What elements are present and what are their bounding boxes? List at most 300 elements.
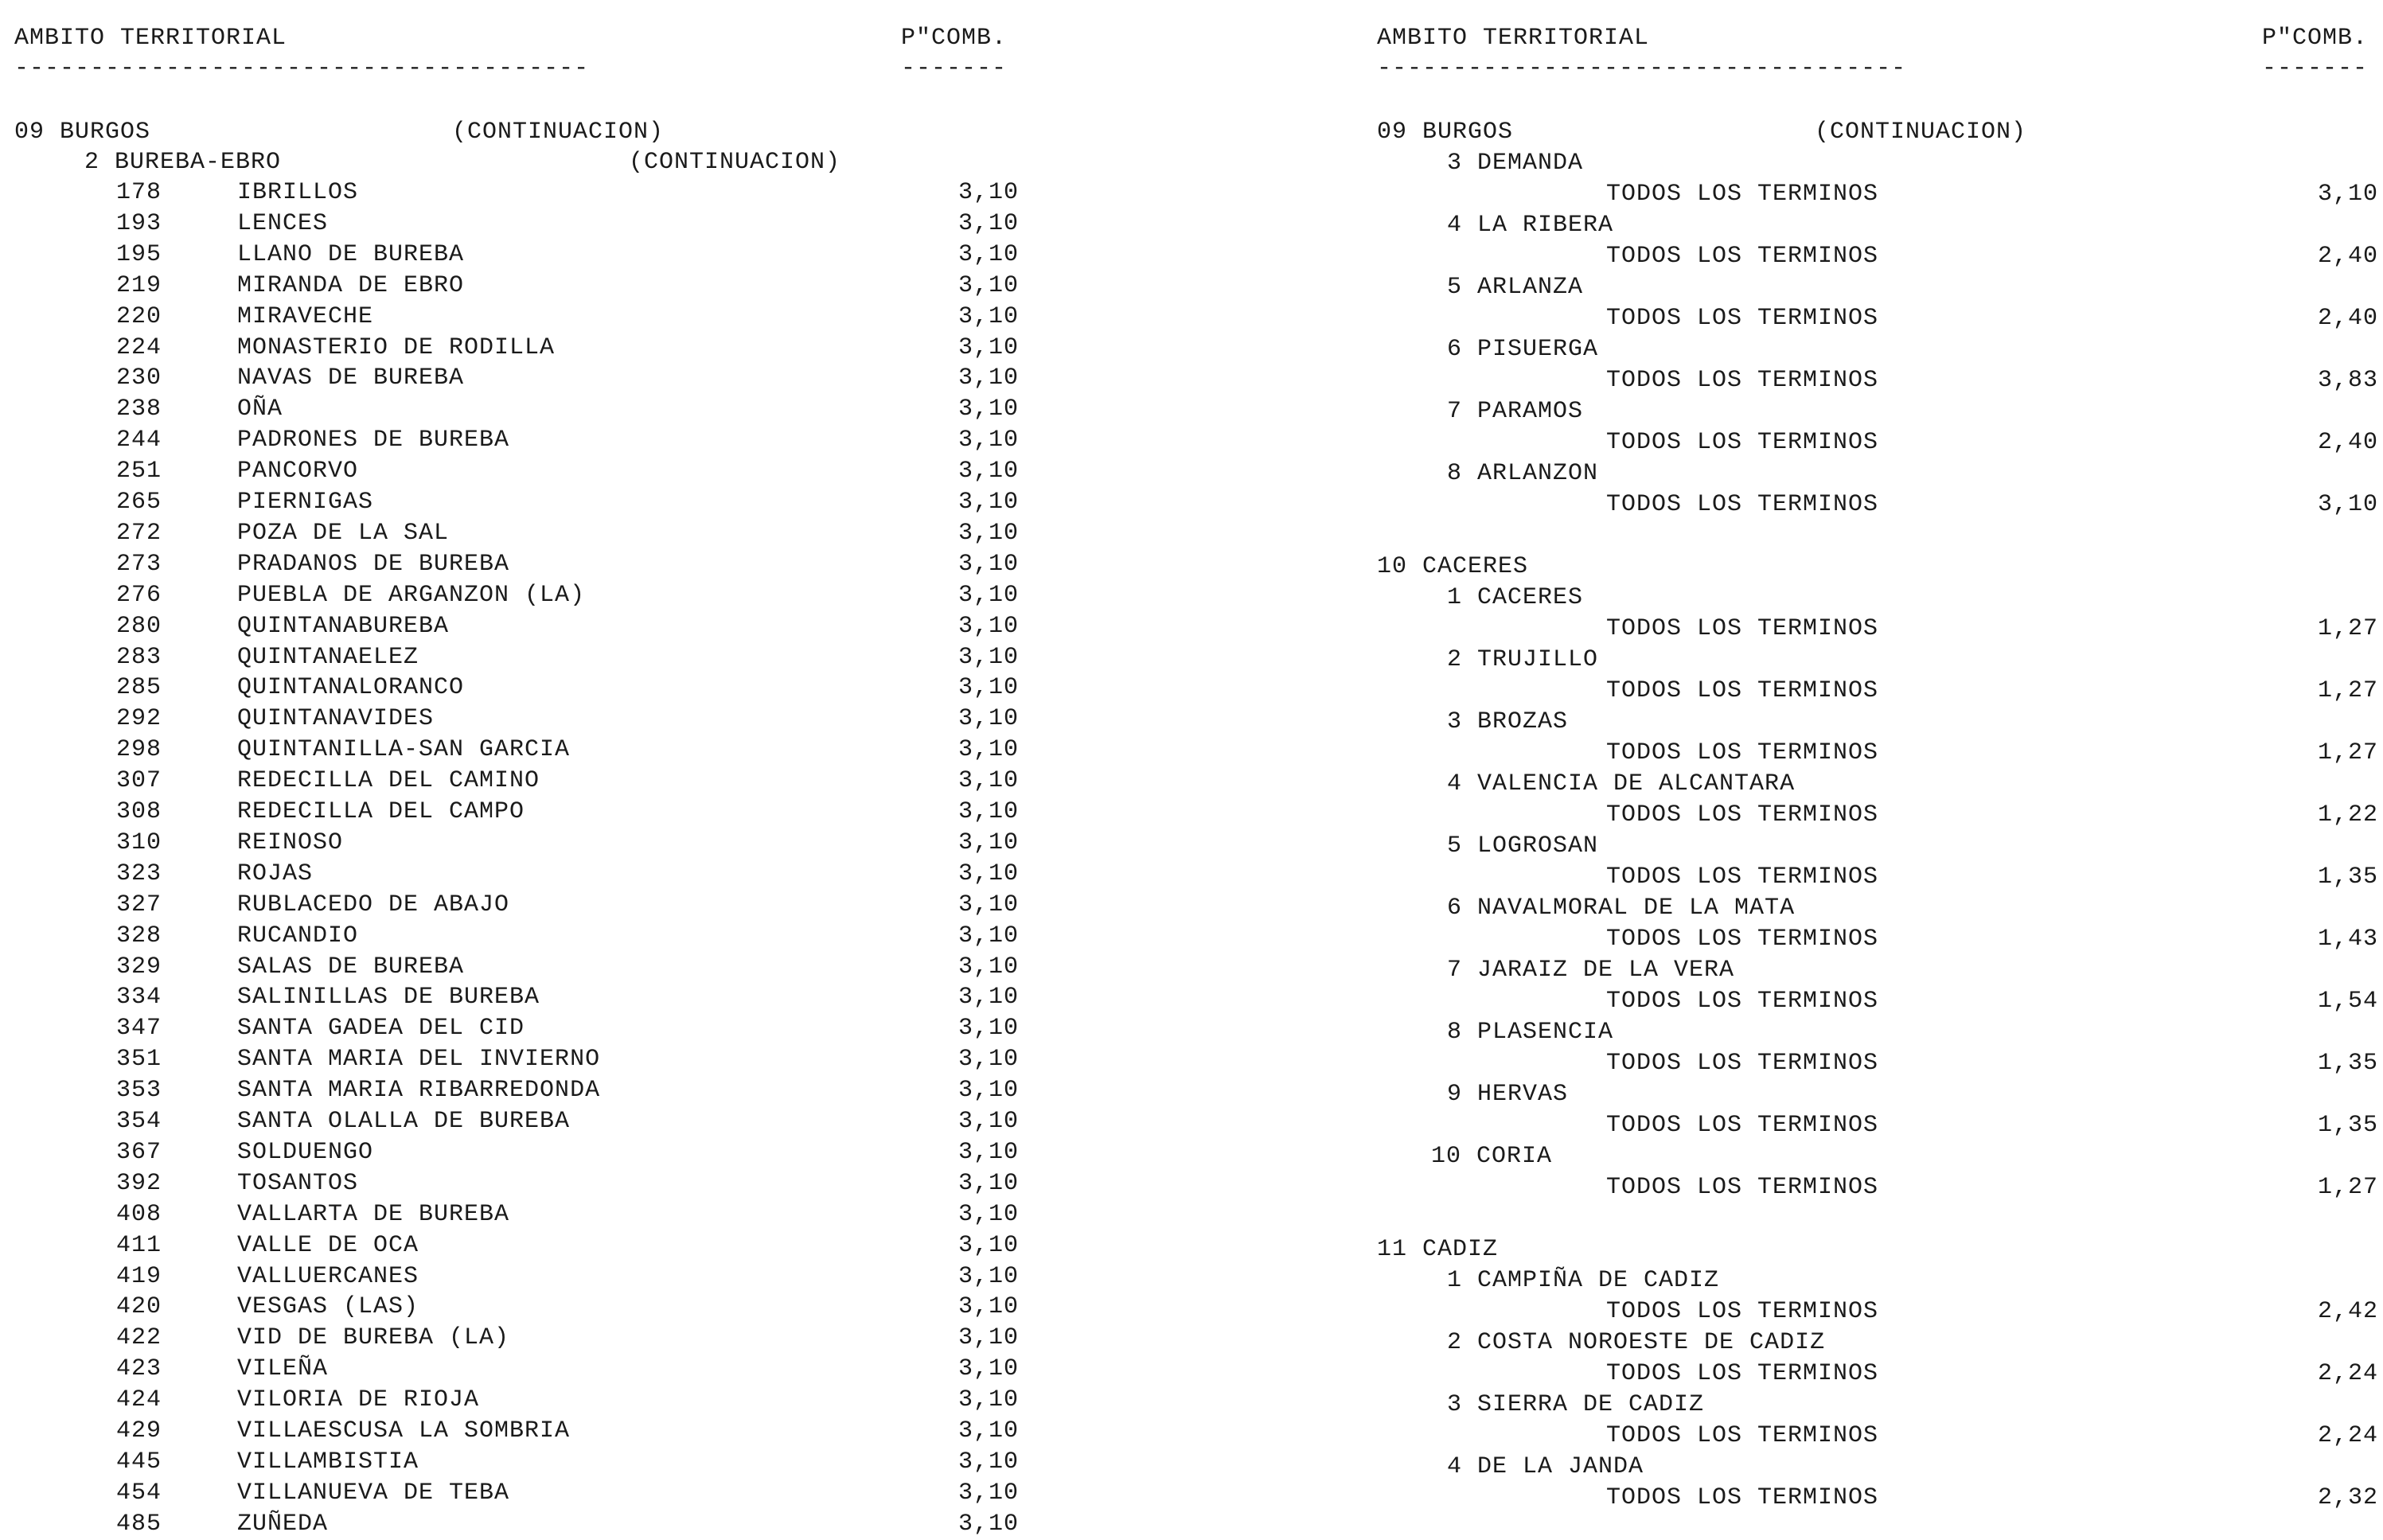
province-label: 10 CACERES <box>1377 553 1529 580</box>
municipality-row <box>0 1353 1027 1385</box>
district-heading <box>1363 1389 2383 1421</box>
all-terms-label: TODOS LOS TERMINOS <box>1606 1112 1879 1139</box>
municipality-code: 224 <box>116 334 162 361</box>
municipality-code: 283 <box>116 644 162 671</box>
district-value: 2,32 <box>2317 1484 2378 1511</box>
district-heading <box>1363 892 2383 924</box>
district-label: 5 LOGROSAN <box>1447 832 1599 860</box>
municipality-row <box>0 177 1027 209</box>
municipality-name: VESGAS (LAS) <box>237 1293 419 1320</box>
left-province-heading <box>0 116 1027 148</box>
municipality-row <box>0 424 1027 456</box>
all-terms-row <box>1363 1047 2383 1079</box>
district-heading <box>1363 644 2383 676</box>
municipality-value: 3,10 <box>957 922 1019 949</box>
municipality-code: 265 <box>116 489 162 516</box>
municipality-value: 3,10 <box>957 1263 1019 1290</box>
district-label: 5 ARLANZA <box>1447 274 1584 301</box>
municipality-name: POZA DE LA SAL <box>237 520 450 547</box>
municipality-row <box>0 858 1027 890</box>
municipality-value: 3,10 <box>957 1232 1019 1259</box>
municipality-row <box>0 889 1027 921</box>
municipality-row <box>0 301 1027 333</box>
municipality-value: 3,10 <box>957 427 1019 454</box>
municipality-code: 323 <box>116 860 162 887</box>
municipality-name: VILLAESCUSA LA SOMBRIA <box>237 1417 571 1444</box>
municipality-name: QUINTANABUREBA <box>237 613 450 640</box>
municipality-row <box>0 1291 1027 1323</box>
district-heading <box>1363 458 2383 489</box>
district-value: 1,27 <box>2317 615 2378 642</box>
municipality-code: 230 <box>116 365 162 392</box>
municipality-name: LENCES <box>237 210 329 237</box>
municipality-code: 411 <box>116 1232 162 1259</box>
right-header-dashes-short: ------- <box>2262 55 2369 82</box>
municipality-row <box>0 1322 1027 1354</box>
district-heading <box>1363 1016 2383 1048</box>
municipality-code: 292 <box>116 705 162 732</box>
municipality-code: 298 <box>116 736 162 763</box>
municipality-row <box>0 486 1027 518</box>
municipality-code: 193 <box>116 210 162 237</box>
municipality-row <box>0 1199 1027 1230</box>
all-terms-row <box>1363 1358 2383 1390</box>
municipality-code: 219 <box>116 272 162 299</box>
municipality-value: 3,10 <box>957 179 1019 206</box>
municipality-name: OÑA <box>237 396 283 423</box>
district-heading <box>1363 333 2383 365</box>
district-heading <box>1363 1327 2383 1359</box>
left-district-note: (CONTINUACION) <box>629 149 841 176</box>
all-terms-label: TODOS LOS TERMINOS <box>1606 367 1879 394</box>
district-label: 8 ARLANZON <box>1447 460 1599 487</box>
municipality-name: PANCORVO <box>237 458 359 485</box>
municipality-name: SOLDUENGO <box>237 1139 374 1166</box>
province-heading <box>1363 1234 2383 1265</box>
district-heading <box>1363 147 2383 179</box>
municipality-code: 307 <box>116 767 162 794</box>
all-terms-label: TODOS LOS TERMINOS <box>1606 1298 1879 1325</box>
municipality-name: NAVAS DE BUREBA <box>237 365 465 392</box>
municipality-row <box>0 703 1027 735</box>
all-terms-row <box>1363 613 2383 645</box>
district-value: 2,42 <box>2317 1298 2378 1325</box>
district-value: 1,35 <box>2317 1112 2378 1139</box>
all-terms-row <box>1363 489 2383 520</box>
district-label: 4 DE LA JANDA <box>1447 1453 1644 1480</box>
municipality-name: QUINTANALORANCO <box>237 674 465 701</box>
all-terms-row <box>1363 365 2383 396</box>
district-heading <box>1363 1265 2383 1296</box>
district-value: 2,24 <box>2317 1360 2378 1387</box>
municipality-name: TOSANTOS <box>237 1170 359 1197</box>
district-label: 7 JARAIZ DE LA VERA <box>1447 957 1735 984</box>
municipality-code: 354 <box>116 1108 162 1135</box>
municipality-row <box>0 517 1027 549</box>
municipality-value: 3,10 <box>957 1355 1019 1382</box>
municipality-row <box>0 796 1027 828</box>
municipality-name: SANTA GADEA DEL CID <box>237 1015 525 1042</box>
municipality-name: SALINILLAS DE BUREBA <box>237 984 540 1011</box>
municipality-code: 220 <box>116 303 162 330</box>
municipality-value: 3,10 <box>957 551 1019 578</box>
district-heading <box>1363 768 2383 800</box>
municipality-row <box>0 1136 1027 1168</box>
municipality-name: REDECILLA DEL CAMPO <box>237 798 525 825</box>
municipality-code: 445 <box>116 1448 162 1476</box>
all-terms-row <box>1363 427 2383 458</box>
municipality-name: PADRONES DE BUREBA <box>237 427 510 454</box>
municipality-code: 392 <box>116 1170 162 1197</box>
municipality-value: 3,10 <box>957 674 1019 701</box>
municipality-name: VALLARTA DE BUREBA <box>237 1201 510 1228</box>
all-terms-label: TODOS LOS TERMINOS <box>1606 243 1879 270</box>
all-terms-row <box>1363 799 2383 831</box>
district-label: 1 CAMPIÑA DE CADIZ <box>1447 1267 1720 1294</box>
district-label: 8 PLASENCIA <box>1447 1019 1614 1046</box>
all-terms-row <box>1363 302 2383 334</box>
all-terms-row <box>1363 1172 2383 1203</box>
all-terms-row <box>1363 1482 2383 1514</box>
district-heading <box>1363 1140 2383 1172</box>
municipality-value: 3,10 <box>957 705 1019 732</box>
municipality-value: 3,10 <box>957 1139 1019 1166</box>
district-value: 1,27 <box>2317 739 2378 766</box>
municipality-value: 3,10 <box>957 1386 1019 1413</box>
municipality-code: 347 <box>116 1015 162 1042</box>
all-terms-row <box>1363 1109 2383 1141</box>
district-heading <box>1363 1451 2383 1483</box>
all-terms-label: TODOS LOS TERMINOS <box>1606 1174 1879 1201</box>
left-header-dashes-short: ------- <box>901 55 1008 82</box>
municipality-row <box>0 1415 1027 1447</box>
province-heading <box>1363 551 2383 583</box>
municipality-code: 423 <box>116 1355 162 1382</box>
municipality-value: 3,10 <box>957 520 1019 547</box>
municipality-row <box>0 1168 1027 1199</box>
municipality-value: 3,10 <box>957 334 1019 361</box>
municipality-value: 3,10 <box>957 1511 1019 1538</box>
municipality-value: 3,10 <box>957 1046 1019 1073</box>
municipality-value: 3,10 <box>957 1417 1019 1444</box>
municipality-row <box>0 239 1027 271</box>
all-terms-row <box>1363 737 2383 769</box>
left-header-pcomb: P"COMB. <box>901 25 1008 52</box>
municipality-row <box>0 672 1027 704</box>
municipality-name: PIERNIGAS <box>237 489 374 516</box>
district-label: 7 PARAMOS <box>1447 398 1584 425</box>
municipality-row <box>0 827 1027 859</box>
district-value: 1,27 <box>2317 1174 2378 1201</box>
municipality-value: 3,10 <box>957 644 1019 671</box>
municipality-value: 3,10 <box>957 303 1019 330</box>
left-header-row <box>0 22 1027 54</box>
district-heading <box>1363 582 2383 614</box>
municipality-name: PRADANOS DE BUREBA <box>237 551 510 578</box>
municipality-value: 3,10 <box>957 241 1019 268</box>
municipality-code: 273 <box>116 551 162 578</box>
municipality-code: 367 <box>116 1139 162 1166</box>
municipality-code: 276 <box>116 582 162 609</box>
district-heading <box>1363 209 2383 241</box>
district-label: 3 DEMANDA <box>1447 150 1584 177</box>
municipality-value: 3,10 <box>957 1324 1019 1351</box>
municipality-value: 3,10 <box>957 767 1019 794</box>
district-value: 1,27 <box>2317 677 2378 704</box>
province-heading <box>1363 116 2383 148</box>
municipality-value: 3,10 <box>957 1293 1019 1320</box>
municipality-code: 310 <box>116 829 162 856</box>
municipality-code: 195 <box>116 241 162 268</box>
municipality-row <box>0 362 1027 394</box>
municipality-value: 3,10 <box>957 1448 1019 1476</box>
municipality-code: 328 <box>116 922 162 949</box>
district-value: 1,22 <box>2317 801 2378 828</box>
district-value: 2,40 <box>2317 429 2378 456</box>
municipality-value: 3,10 <box>957 829 1019 856</box>
municipality-code: 334 <box>116 984 162 1011</box>
right-header-dashes-long: ----------------------------------- <box>1377 55 1907 82</box>
right-header-row <box>1363 22 2383 54</box>
municipality-name: SANTA MARIA RIBARREDONDA <box>237 1077 601 1104</box>
municipality-name: VILEÑA <box>237 1355 329 1382</box>
municipality-name: VILORIA DE RIOJA <box>237 1386 480 1413</box>
municipality-row <box>0 981 1027 1013</box>
municipality-name: REINOSO <box>237 829 344 856</box>
district-heading <box>1363 706 2383 738</box>
left-header-ambito: AMBITO TERRITORIAL <box>14 25 287 52</box>
municipality-value: 3,10 <box>957 458 1019 485</box>
municipality-name: QUINTANILLA-SAN GARCIA <box>237 736 571 763</box>
municipality-row <box>0 208 1027 240</box>
municipality-code: 429 <box>116 1417 162 1444</box>
district-label: 2 TRUJILLO <box>1447 646 1599 673</box>
left-province-label: 09 BURGOS <box>14 119 151 146</box>
municipality-value: 3,10 <box>957 489 1019 516</box>
all-terms-label: TODOS LOS TERMINOS <box>1606 1484 1879 1511</box>
municipality-code: 424 <box>116 1386 162 1413</box>
municipality-row <box>0 1012 1027 1044</box>
municipality-name: VILLANUEVA DE TEBA <box>237 1480 510 1507</box>
municipality-name: RUCANDIO <box>237 922 359 949</box>
municipality-code: 454 <box>116 1480 162 1507</box>
municipality-code: 272 <box>116 520 162 547</box>
municipality-value: 3,10 <box>957 272 1019 299</box>
municipality-row <box>0 270 1027 302</box>
municipality-value: 3,10 <box>957 1480 1019 1507</box>
all-terms-label: TODOS LOS TERMINOS <box>1606 926 1879 953</box>
all-terms-row <box>1363 178 2383 210</box>
municipality-row <box>0 393 1027 425</box>
municipality-value: 3,10 <box>957 1201 1019 1228</box>
district-label: 4 LA RIBERA <box>1447 212 1614 239</box>
left-header-dashes-long: -------------------------------------- <box>14 55 590 82</box>
municipality-value: 3,10 <box>957 582 1019 609</box>
district-value: 3,10 <box>2317 491 2378 518</box>
municipality-value: 3,10 <box>957 798 1019 825</box>
district-label: 3 BROZAS <box>1447 708 1569 735</box>
left-header-rule <box>0 53 1027 84</box>
district-value: 1,43 <box>2317 926 2378 953</box>
municipality-code: 419 <box>116 1263 162 1290</box>
municipality-name: VALLUERCANES <box>237 1263 419 1290</box>
municipality-row <box>0 1074 1027 1106</box>
district-label: 3 SIERRA DE CADIZ <box>1447 1391 1705 1418</box>
municipality-row <box>0 1105 1027 1137</box>
municipality-name: MIRANDA DE EBRO <box>237 272 465 299</box>
right-header-pcomb: P"COMB. <box>2262 25 2369 52</box>
municipality-row <box>0 1477 1027 1509</box>
municipality-row <box>0 1261 1027 1292</box>
municipality-value: 3,10 <box>957 365 1019 392</box>
municipality-code: 244 <box>116 427 162 454</box>
municipality-code: 251 <box>116 458 162 485</box>
municipality-row <box>0 1043 1027 1075</box>
district-value: 2,40 <box>2317 243 2378 270</box>
all-terms-label: TODOS LOS TERMINOS <box>1606 677 1879 704</box>
district-label: 6 PISUERGA <box>1447 336 1599 363</box>
municipality-row <box>0 1446 1027 1478</box>
all-terms-label: TODOS LOS TERMINOS <box>1606 429 1879 456</box>
all-terms-row <box>1363 861 2383 893</box>
municipality-code: 178 <box>116 179 162 206</box>
municipality-value: 3,10 <box>957 1170 1019 1197</box>
all-terms-label: TODOS LOS TERMINOS <box>1606 615 1879 642</box>
municipality-code: 351 <box>116 1046 162 1073</box>
district-label: 9 HERVAS <box>1447 1081 1569 1108</box>
municipality-name: IBRILLOS <box>237 179 359 206</box>
all-terms-label: TODOS LOS TERMINOS <box>1606 305 1879 332</box>
municipality-name: SANTA OLALLA DE BUREBA <box>237 1108 571 1135</box>
district-label: 4 VALENCIA DE ALCANTARA <box>1447 770 1796 797</box>
municipality-row <box>0 548 1027 580</box>
municipality-code: 420 <box>116 1293 162 1320</box>
district-label: 10 CORIA <box>1431 1143 1553 1170</box>
municipality-row <box>0 579 1027 611</box>
municipality-name: PUEBLA DE ARGANZON (LA) <box>237 582 586 609</box>
all-terms-label: TODOS LOS TERMINOS <box>1606 739 1879 766</box>
municipality-value: 3,10 <box>957 1015 1019 1042</box>
all-terms-label: TODOS LOS TERMINOS <box>1606 181 1879 208</box>
municipality-name: QUINTANAELEZ <box>237 644 419 671</box>
district-value: 1,35 <box>2317 1050 2378 1077</box>
municipality-name: REDECILLA DEL CAMINO <box>237 767 540 794</box>
municipality-name: VID DE BUREBA (LA) <box>237 1324 510 1351</box>
municipality-value: 3,10 <box>957 1077 1019 1104</box>
all-terms-row <box>1363 240 2383 272</box>
municipality-row <box>0 1230 1027 1261</box>
all-terms-row <box>1363 985 2383 1017</box>
municipality-name: ROJAS <box>237 860 314 887</box>
district-heading <box>1363 954 2383 986</box>
municipality-code: 280 <box>116 613 162 640</box>
municipality-value: 3,10 <box>957 860 1019 887</box>
municipality-row <box>0 1384 1027 1416</box>
municipality-code: 408 <box>116 1201 162 1228</box>
right-header-ambito: AMBITO TERRITORIAL <box>1377 25 1650 52</box>
municipality-row <box>0 455 1027 487</box>
all-terms-label: TODOS LOS TERMINOS <box>1606 864 1879 891</box>
municipality-row <box>0 641 1027 673</box>
province-note: (CONTINUACION) <box>1815 119 2027 146</box>
all-terms-label: TODOS LOS TERMINOS <box>1606 1360 1879 1387</box>
municipality-name: SALAS DE BUREBA <box>237 953 465 981</box>
municipality-name: MIRAVECHE <box>237 303 374 330</box>
municipality-name: MONASTERIO DE RODILLA <box>237 334 556 361</box>
municipality-value: 3,10 <box>957 396 1019 423</box>
municipality-name: VILLAMBISTIA <box>237 1448 419 1476</box>
municipality-row <box>0 610 1027 642</box>
municipality-name: RUBLACEDO DE ABAJO <box>237 891 510 918</box>
left-province-note: (CONTINUACION) <box>452 119 665 146</box>
all-terms-row <box>1363 675 2383 707</box>
municipality-row <box>0 332 1027 364</box>
municipality-name: LLANO DE BUREBA <box>237 241 465 268</box>
municipality-name: SANTA MARIA DEL INVIERNO <box>237 1046 601 1073</box>
all-terms-label: TODOS LOS TERMINOS <box>1606 1050 1879 1077</box>
district-value: 2,24 <box>2317 1422 2378 1449</box>
left-district-heading <box>0 146 1027 178</box>
all-terms-label: TODOS LOS TERMINOS <box>1606 988 1879 1015</box>
district-value: 3,83 <box>2317 367 2378 394</box>
district-value: 3,10 <box>2317 181 2378 208</box>
municipality-row <box>0 920 1027 952</box>
municipality-name: VALLE DE OCA <box>237 1232 419 1259</box>
municipality-code: 422 <box>116 1324 162 1351</box>
district-label: 2 COSTA NOROESTE DE CADIZ <box>1447 1329 1826 1356</box>
municipality-value: 3,10 <box>957 736 1019 763</box>
all-terms-label: TODOS LOS TERMINOS <box>1606 801 1879 828</box>
all-terms-label: TODOS LOS TERMINOS <box>1606 491 1879 518</box>
district-label: 6 NAVALMORAL DE LA MATA <box>1447 895 1796 922</box>
district-heading <box>1363 830 2383 862</box>
municipality-value: 3,10 <box>957 891 1019 918</box>
all-terms-row <box>1363 1296 2383 1328</box>
municipality-code: 285 <box>116 674 162 701</box>
municipality-row <box>0 1508 1027 1540</box>
municipality-row <box>0 951 1027 983</box>
municipality-name: ZUÑEDA <box>237 1511 329 1538</box>
right-header-rule <box>1363 53 2383 84</box>
municipality-value: 3,10 <box>957 1108 1019 1135</box>
all-terms-row <box>1363 1420 2383 1452</box>
district-value: 1,54 <box>2317 988 2378 1015</box>
left-district-label: 2 BUREBA-EBRO <box>84 149 282 176</box>
municipality-value: 3,10 <box>957 953 1019 981</box>
municipality-code: 485 <box>116 1511 162 1538</box>
municipality-code: 238 <box>116 396 162 423</box>
district-value: 1,35 <box>2317 864 2378 891</box>
district-heading <box>1363 1078 2383 1110</box>
municipality-row <box>0 765 1027 797</box>
district-value: 2,40 <box>2317 305 2378 332</box>
municipality-code: 308 <box>116 798 162 825</box>
municipality-code: 329 <box>116 953 162 981</box>
municipality-value: 3,10 <box>957 210 1019 237</box>
municipality-value: 3,10 <box>957 613 1019 640</box>
district-heading <box>1363 396 2383 427</box>
district-heading <box>1363 271 2383 303</box>
all-terms-row <box>1363 923 2383 955</box>
municipality-code: 353 <box>116 1077 162 1104</box>
all-terms-label: TODOS LOS TERMINOS <box>1606 1422 1879 1449</box>
municipality-row <box>0 734 1027 766</box>
municipality-code: 327 <box>116 891 162 918</box>
province-label: 09 BURGOS <box>1377 119 1514 146</box>
province-label: 11 CADIZ <box>1377 1236 1499 1263</box>
municipality-value: 3,10 <box>957 984 1019 1011</box>
district-label: 1 CACERES <box>1447 584 1584 611</box>
